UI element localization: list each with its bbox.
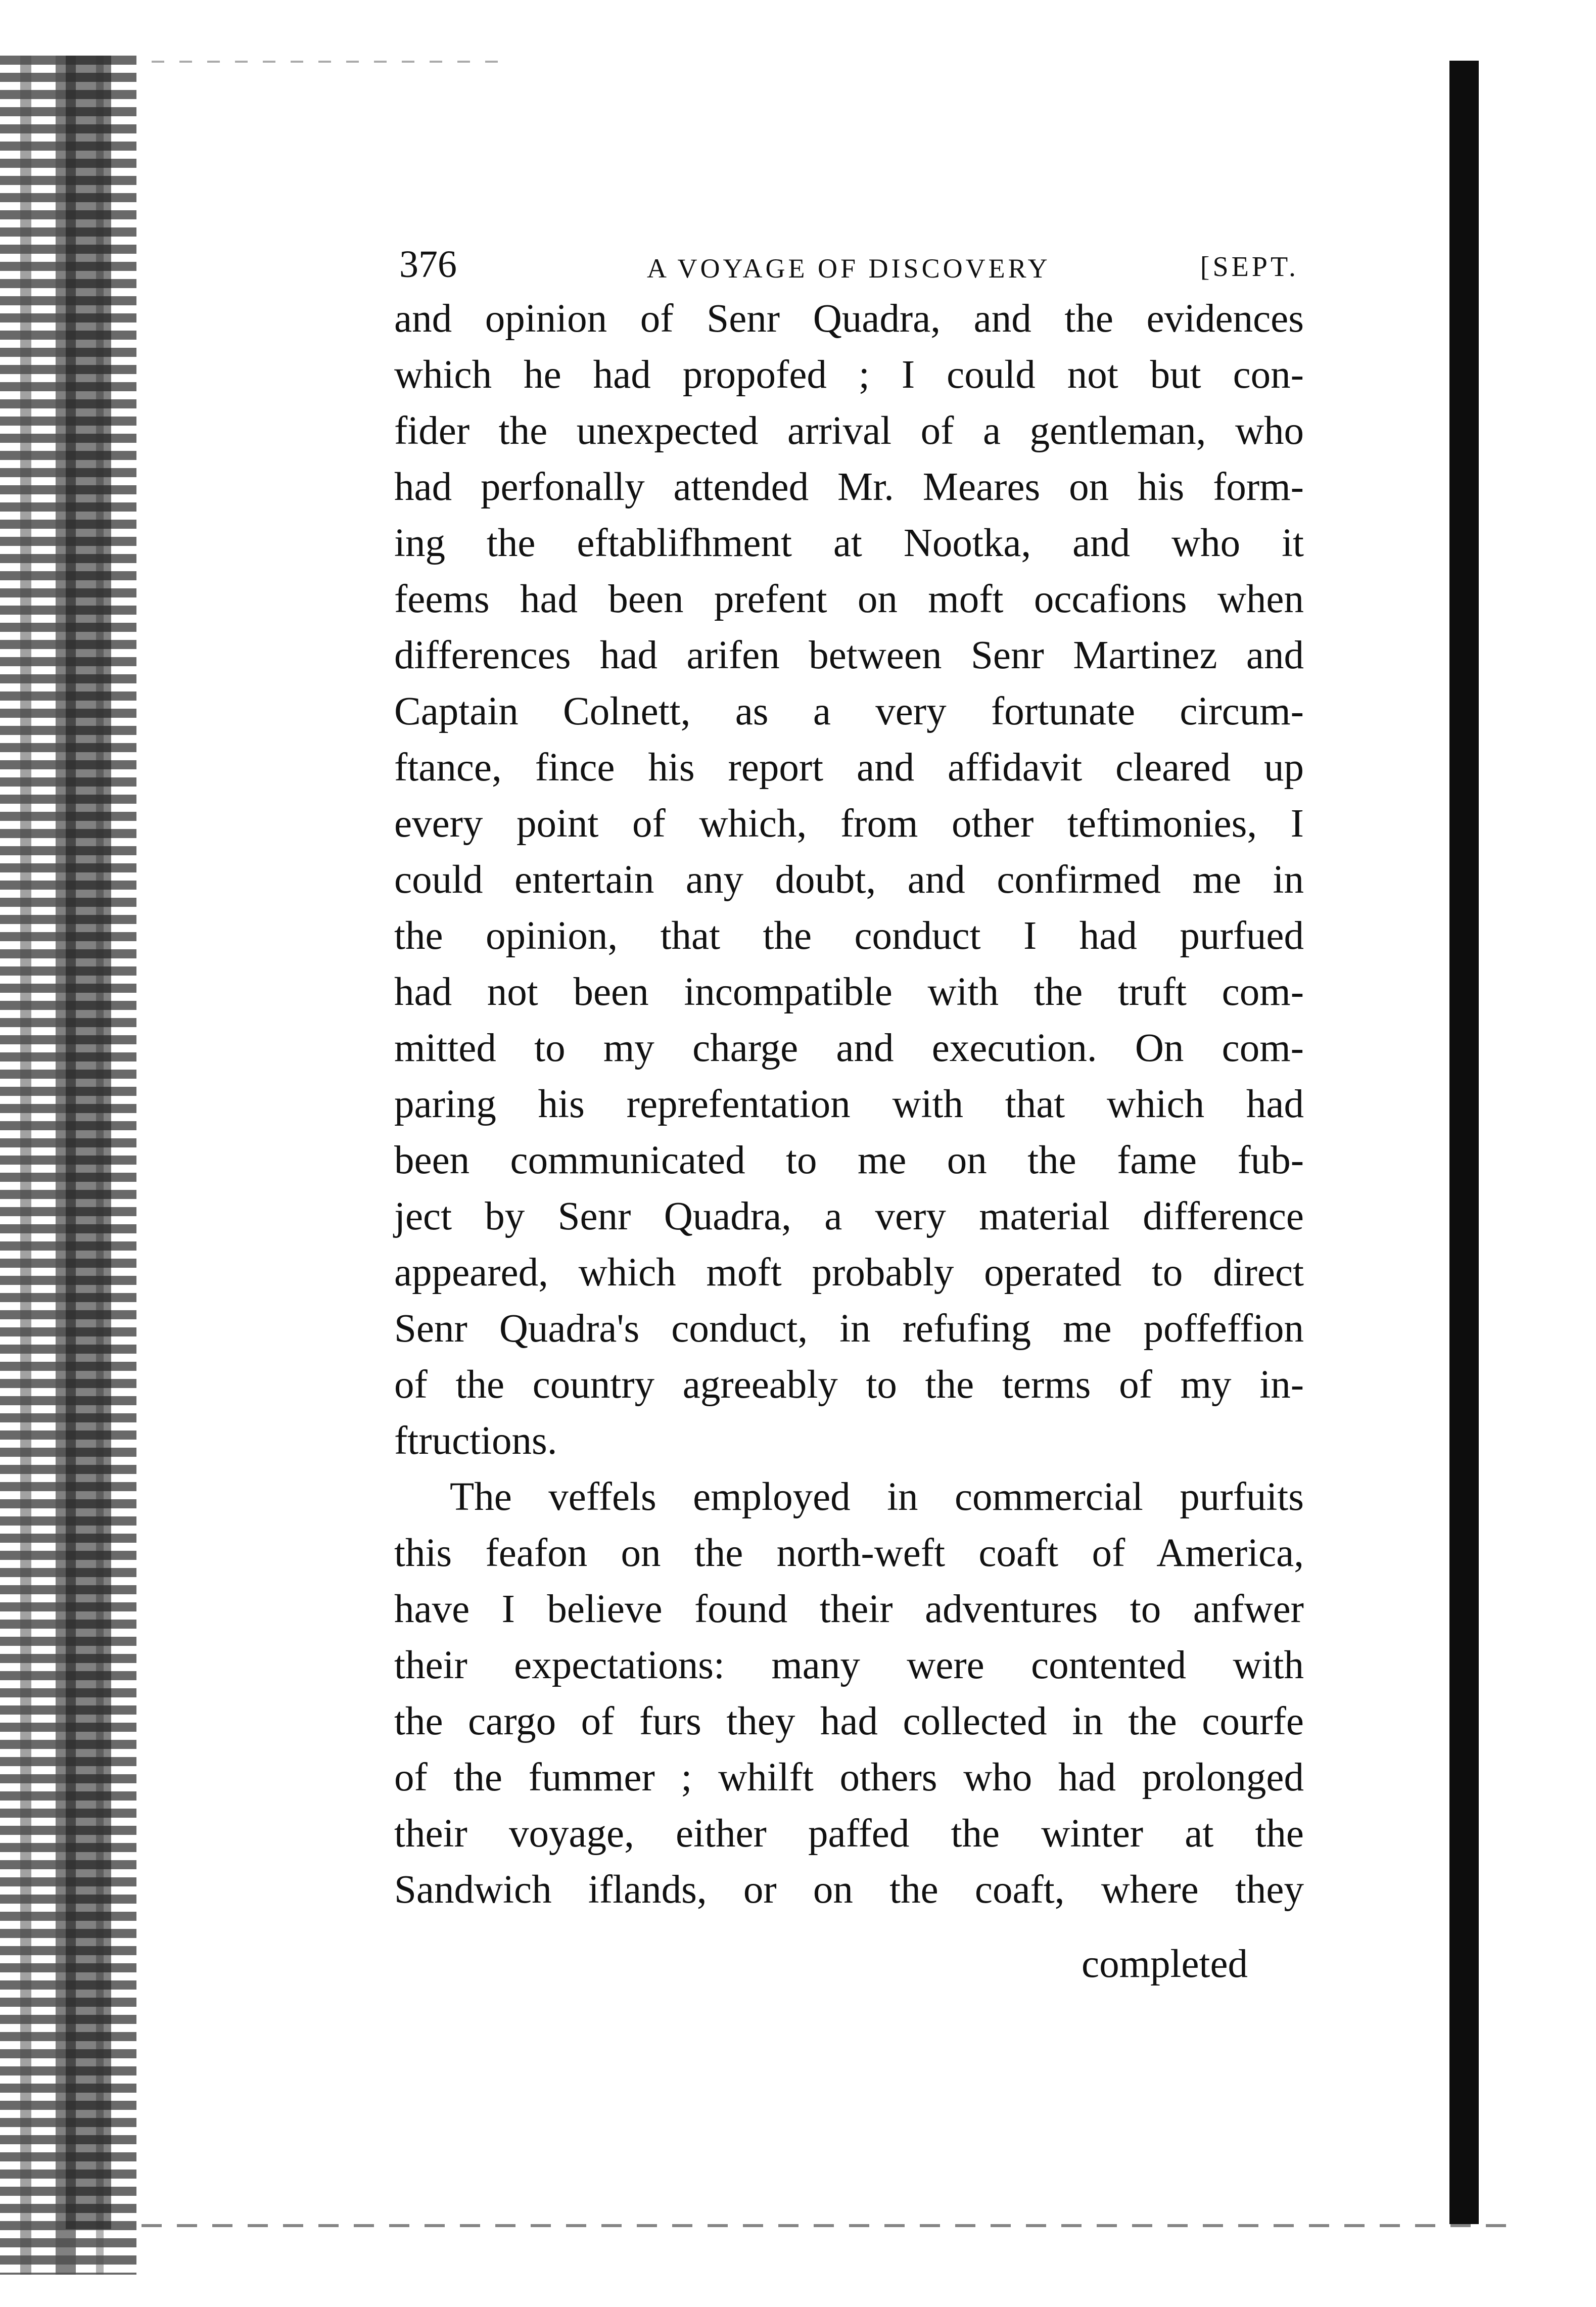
scan-binding-shadow (66, 56, 111, 2229)
text-line: been communicated to me on the fame fub- (394, 1138, 1304, 1182)
text-line: and opinion of Senr Quadra, and the evidences (394, 297, 1304, 341)
text-line: ftance, fince his report and affidavit cleared up (394, 746, 1304, 790)
text-line: the opinion, that the conduct I had purfued (394, 914, 1304, 958)
text-line: differences had arifen between Senr Martinez and (394, 633, 1304, 677)
text-line: feems had been prefent on moft occafions when (394, 577, 1304, 621)
section-marker: [SEPT. (1200, 251, 1299, 283)
catchword: completed (1082, 1942, 1248, 1986)
text-line: could entertain any doubt, and confirmed me in (394, 858, 1304, 902)
text-line: The veffels employed in commercial purfuits (450, 1475, 1304, 1519)
text-line: paring his reprefentation with that which had (394, 1082, 1304, 1126)
text-line: have I believe found their adventures to anfwer (394, 1587, 1304, 1631)
text-line: appeared, which moft probably operated to direct (394, 1251, 1304, 1295)
text-line: Sandwich iflands, or on the coaft, where they (394, 1868, 1304, 1912)
text-line: of the country agreeably to the terms of my in- (394, 1363, 1304, 1407)
text-line: ftructions. (394, 1419, 557, 1463)
text-line: Senr Quadra's conduct, in refufing me poffeffion (394, 1307, 1304, 1351)
text-line: which he had propofed ; I could not but con- (394, 353, 1304, 397)
text-line: had perfonally attended Mr. Meares on his form- (394, 465, 1304, 509)
text-line: Captain Colnett, as a very fortunate circum- (394, 689, 1304, 733)
text-line: their expectations: many were contented with (394, 1643, 1304, 1687)
text-line: the cargo of furs they had collected in the courfe (394, 1699, 1304, 1743)
text-line: ject by Senr Quadra, a very material difference (394, 1194, 1304, 1238)
text-line: this feafon on the north-weft coaft of America, (394, 1531, 1304, 1575)
running-header (399, 238, 1299, 293)
scan-bottom-noise (142, 2224, 1506, 2227)
text-line: had not been incompatible with the truft com- (394, 970, 1304, 1014)
scan-top-noise (152, 61, 505, 63)
running-head-title: A VOYAGE OF DISCOVERY (647, 253, 1051, 284)
body-text (394, 291, 1304, 1918)
page-right-border (1449, 61, 1479, 2224)
text-line: mitted to my charge and execution. On com- (394, 1026, 1304, 1070)
text-line: every point of which, from other teftimonies, I (394, 802, 1304, 846)
text-line: of the fummer ; whilft others who had prolonged (394, 1756, 1304, 1800)
text-line: ing the eftablifhment at Nootka, and who it (394, 521, 1304, 565)
page-number: 376 (399, 243, 457, 286)
text-line: their voyage, either paffed the winter at the (394, 1812, 1304, 1856)
text-line: fider the unexpected arrival of a gentleman, who (394, 409, 1304, 453)
